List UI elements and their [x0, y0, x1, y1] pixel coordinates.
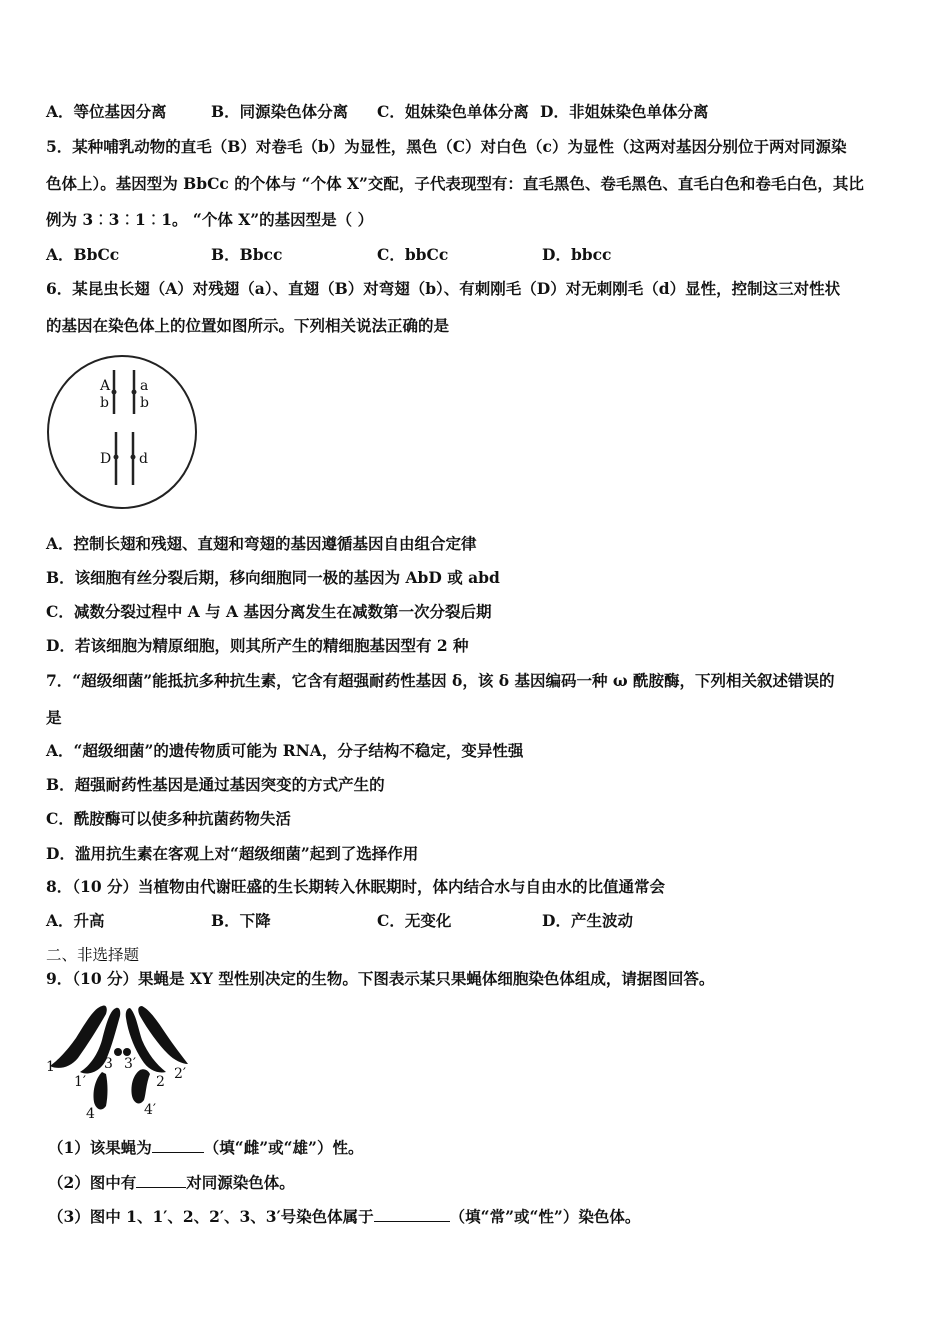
- q9-sub1-text-before: （1）该果蝇为: [48, 1138, 152, 1157]
- q4-option-c: C．姐妹染色单体分离: [377, 102, 529, 121]
- q7-option-a: A．“超级细菌”的遗传物质可能为 RNA，分子结构不稳定，变异性强: [46, 741, 524, 760]
- cell-chromosome-figure: [44, 352, 204, 512]
- chromosome-label-2-prime: 2′: [174, 1066, 187, 1082]
- chromosome-4: [93, 1072, 107, 1109]
- q7-option-d: D．滥用抗生素在客观上对“超级细菌”起到了选择作用: [46, 844, 419, 863]
- q5-option-a: A．BbCc: [46, 245, 120, 264]
- chromosome-label-3-prime: 3′: [124, 1056, 137, 1072]
- chromosome-label-1-prime: 1′: [74, 1074, 87, 1090]
- q7-option-c: C．酰胺酶可以使多种抗菌药物失活: [46, 809, 291, 828]
- cell-membrane: [48, 356, 196, 508]
- q9-sub-question-1: [48, 1137, 912, 1158]
- q9-sub1-answer-blank[interactable]: [152, 1137, 204, 1153]
- gene-label-D: D: [100, 451, 112, 467]
- centromere-right-1: [132, 390, 137, 395]
- q6-option-b: B．该细胞有丝分裂后期，移向细胞同一极的基因为 AbD 或 abd: [46, 568, 500, 587]
- centromere-left-1: [112, 390, 117, 395]
- q6-option-a: A．控制长翅和残翅、直翅和弯翅的基因遵循基因自由组合定律: [46, 534, 477, 553]
- gene-label-d: d: [139, 451, 148, 467]
- gene-label-b-left: b: [100, 395, 109, 411]
- q6-option-c: C．减数分裂过程中 A 与 A 基因分离发生在减数第一次分裂后期: [46, 602, 492, 621]
- chromosome-label-2: 2: [156, 1074, 165, 1090]
- q6-option-d: D．若该细胞为精原细胞，则其所产生的精细胞基因型有 2 种: [46, 636, 469, 655]
- q9-sub2-text-before: （2）图中有: [48, 1173, 137, 1192]
- q9-sub-question-3: [48, 1206, 912, 1227]
- q7-stem-line2: 是: [46, 708, 62, 727]
- q5-stem-line3: 例为 3︰3︰1︰1。 “个体 X”的基因型是（ ）: [46, 210, 374, 229]
- q9-sub2-answer-blank[interactable]: [136, 1172, 186, 1188]
- q9-sub3-answer-blank[interactable]: [374, 1206, 450, 1222]
- q7-option-b: B．超强耐药性基因是通过基因突变的方式产生的: [46, 775, 385, 794]
- fruitfly-karyotype-figure: [44, 1000, 194, 1124]
- q8-option-a: A．升高: [46, 911, 105, 930]
- q9-sub2-text-after: 对同源染色体。: [186, 1173, 295, 1192]
- gene-label-a: a: [140, 378, 149, 394]
- chromosome-4-prime: [131, 1069, 150, 1103]
- chromosome-3-prime-dot: [123, 1048, 131, 1056]
- q5-option-c: C．bbCc: [377, 245, 449, 264]
- gene-label-b-right: b: [140, 395, 149, 411]
- q5-option-b: B．Bbcc: [211, 245, 283, 264]
- chromosome-label-4: 4: [86, 1106, 95, 1122]
- q4-option-d: D．非姐妹染色单体分离: [540, 102, 709, 121]
- q9-sub3-text-after: （填“常”或“性”）染色体。: [449, 1207, 641, 1226]
- q8-option-b: B．下降: [211, 911, 271, 930]
- q9-sub1-text-after: （填“雌”或“雄”）性。: [203, 1138, 364, 1157]
- q5-option-d: D．bbcc: [542, 245, 612, 264]
- q9-sub3-text-before: （3）图中 1、1′、2、2′、3、3′号染色体属于: [48, 1207, 374, 1226]
- centromere-left-2: [114, 455, 119, 460]
- section-title: 二、非选择题: [46, 946, 140, 964]
- q9-sub-question-2: [48, 1172, 912, 1193]
- q4-option-a: A．等位基因分离: [46, 102, 167, 121]
- q5-stem-line1: 5．某种哺乳动物的直毛（B）对卷毛（b）为显性，黑色（C）对白色（c）为显性（这两对基因分别位于两对同源染: [46, 137, 847, 156]
- q6-stem-line1: 6．某昆虫长翅（A）对残翅（a）、直翅（B）对弯翅（b）、有刺刚毛（D）对无刺刚毛（d）显性，控制这三对性状: [46, 279, 841, 298]
- chromosome-label-1: 1: [46, 1059, 55, 1075]
- q6-stem-line2: 的基因在染色体上的位置如图所示。下列相关说法正确的是: [46, 316, 450, 335]
- q4-option-b: B．同源染色体分离: [211, 102, 349, 121]
- q7-stem-line1: 7．“超级细菌”能抵抗多种抗生素，它含有超强耐药性基因 δ，该 δ 基因编码一种 ω 酰胺酶，下列相关叙述错误的: [46, 671, 835, 690]
- chromosome-3-dot: [114, 1048, 122, 1056]
- q8-stem: 8．（10 分）当植物由代谢旺盛的生长期转入休眠期时，体内结合水与自由水的比值通常会: [46, 877, 666, 896]
- q5-stem-line2: 色体上）。基因型为 BbCc 的个体与 “个体 X”交配，子代表现型有：直毛黑色、卷毛黑色、直毛白色和卷毛白色，其比: [46, 174, 864, 193]
- q8-option-c: C．无变化: [377, 911, 452, 930]
- centromere-right-2: [131, 455, 136, 460]
- gene-label-A: A: [100, 378, 111, 394]
- chromosome-label-4-prime: 4′: [144, 1102, 157, 1118]
- q9-stem: 9．（10 分）果蝇是 XY 型性别决定的生物。下图表示某只果蝇体细胞染色体组成，请据图回答。: [46, 969, 715, 988]
- q8-option-d: D．产生波动: [542, 911, 633, 930]
- chromosome-label-3: 3: [104, 1056, 113, 1072]
